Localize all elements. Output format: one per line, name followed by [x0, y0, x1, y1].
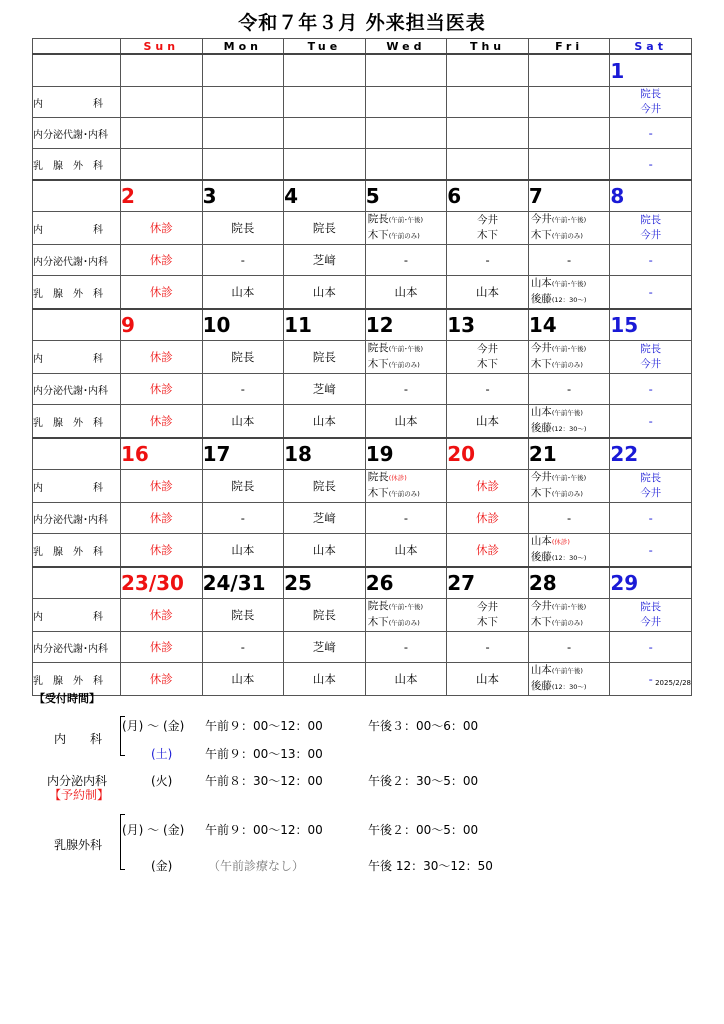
doctor-cell: 休診 [121, 470, 203, 503]
doctor-cell: 院長 [202, 470, 284, 503]
doctor-cell: - [610, 405, 692, 439]
hours-dept-label: 内 科 [54, 732, 103, 746]
dept-row-naibunpi [33, 245, 692, 276]
hours-am: 午前９：00～12：00 [205, 719, 323, 733]
doctor-cell: 休診 [121, 632, 203, 663]
doctor-cell: 院長 [202, 212, 284, 245]
hours-title: 【受付時間】 [34, 692, 100, 705]
date-cell: 7 [528, 180, 610, 212]
doctor-cell: 院長 [284, 341, 366, 374]
hours-pm: 午後 12：30～12：50 [368, 859, 493, 873]
date-cell: 5 [365, 180, 447, 212]
reservation-note: 【予約制】 [49, 788, 110, 802]
weekday-wed: Wed [365, 39, 447, 55]
doctor-cell: 山本(午前午後) 後藤(12：30～) [528, 405, 610, 439]
date-cell: 12 [365, 309, 447, 341]
doctor-cell: 院長 今井 [610, 212, 692, 245]
doctor-cell: 院長 今井 [610, 87, 692, 118]
dept-label: 内分泌代謝･内科 [33, 374, 121, 405]
doctor-cell: 院長 [284, 599, 366, 632]
dept-label: 乳 腺 外 科 [33, 276, 121, 310]
issue-date: 2025/2/28 [655, 679, 691, 687]
doctor-cell: 院長 今井 [610, 341, 692, 374]
dept-label: 乳 腺 外 科 [33, 149, 121, 181]
doctor-cell: - [365, 503, 447, 534]
doctor-cell: 休診 [121, 534, 203, 568]
doctor-cell: - [610, 534, 692, 568]
date-cell: 25 [284, 567, 366, 599]
date-cell: 17 [202, 438, 284, 470]
doctor-cell: - [610, 149, 692, 181]
weekday-sun: Sun [121, 39, 203, 55]
hours-days: (月) ～ (金) [122, 719, 185, 733]
dept-label: 内分泌代謝･内科 [33, 118, 121, 149]
doctor-cell: - [610, 118, 692, 149]
doctor-cell: - [365, 632, 447, 663]
doctor-cell: - [447, 245, 529, 276]
doctor-cell: 今井 木下 [447, 212, 529, 245]
weekday-mon: Mon [202, 39, 284, 55]
date-cell: 19 [365, 438, 447, 470]
doctor-cell: 今井(午前･午後) 木下(午前のみ) [528, 212, 610, 245]
schedule-table [32, 38, 692, 696]
dept-label: 内 科 [33, 470, 121, 503]
dept-row-naika [33, 341, 692, 374]
page-title: 令和７年３月 外来担当医表 [238, 12, 486, 34]
doctor-cell: 山本 [365, 405, 447, 439]
doctor-cell: 今井 木下 [447, 599, 529, 632]
dept-row-nyusen [33, 276, 692, 310]
hours-am: 午前８：30～12：00 [205, 774, 323, 788]
dept-row-naika [33, 212, 692, 245]
doctor-cell: - [610, 374, 692, 405]
doctor-cell: 山本 [365, 663, 447, 696]
date-cell: 27 [447, 567, 529, 599]
hours-am: （午前診療なし） [208, 859, 305, 873]
date-cell: 16 [121, 438, 203, 470]
dept-row-naibunpi [33, 503, 692, 534]
date-cell: 4 [284, 180, 366, 212]
date-cell: 6 [447, 180, 529, 212]
doctor-cell: - [202, 503, 284, 534]
corner-cell [33, 39, 121, 55]
doctor-cell: - [447, 374, 529, 405]
weekday-tue: Tue [284, 39, 366, 55]
dept-label: 乳 腺 外 科 [33, 405, 121, 439]
doctor-cell: 今井(午前･午後) 木下(午前のみ) [528, 341, 610, 374]
weekday-thu: Thu [447, 39, 529, 55]
doctor-cell: - [610, 503, 692, 534]
dept-row-nyusen [33, 663, 692, 696]
doctor-cell: 芝﨑 [284, 245, 366, 276]
dept-label: 内 科 [33, 212, 121, 245]
date-cell: 11 [284, 309, 366, 341]
doctor-cell: 山本(午前･午後) 後藤(12：30～) [528, 276, 610, 310]
doctor-cell: 今井(午前･午後) 木下(午前のみ) [528, 470, 610, 503]
doctor-cell: 院長 今井 [610, 599, 692, 632]
date-cell: 18 [284, 438, 366, 470]
doctor-cell: - [202, 632, 284, 663]
date-cell: 21 [528, 438, 610, 470]
doctor-cell: - [528, 632, 610, 663]
bracket [120, 814, 121, 870]
doctor-cell: 院長(午前･午後) 木下(午前のみ) [365, 212, 447, 245]
doctor-cell: - [610, 663, 692, 696]
hours-days: (火) [151, 774, 173, 788]
doctor-cell: 休診 [121, 341, 203, 374]
hours-days: (土) [151, 747, 173, 761]
dept-label: 内 科 [33, 341, 121, 374]
hours-am: 午前９：00～13：00 [205, 747, 323, 761]
doctor-cell: - [365, 374, 447, 405]
doctor-cell: 院長 [284, 470, 366, 503]
date-cell: 14 [528, 309, 610, 341]
doctor-cell: 山本 [447, 276, 529, 310]
date-cell: 24/31 [202, 567, 284, 599]
doctor-cell: 休診 [121, 503, 203, 534]
dept-label: 内 科 [33, 599, 121, 632]
bracket [120, 716, 121, 756]
doctor-cell: 山本(午前午後) 後藤(12：30～) [528, 663, 610, 696]
doctor-cell: 休診 [447, 503, 529, 534]
date-row [33, 54, 692, 87]
dept-row-naibunpi [33, 118, 692, 149]
date-cell: 13 [447, 309, 529, 341]
doctor-cell: 山本 [284, 276, 366, 310]
weekday-fri: Fri [528, 39, 610, 55]
doctor-cell: 院長 [284, 212, 366, 245]
doctor-cell: 山本 [284, 405, 366, 439]
doctor-cell: 芝﨑 [284, 632, 366, 663]
date-cell: 9 [121, 309, 203, 341]
doctor-cell: - [610, 276, 692, 310]
hours-dept-label: 乳腺外科 [54, 838, 103, 852]
doctor-cell: 山本 [284, 534, 366, 568]
date-cell: 20 [447, 438, 529, 470]
doctor-cell: 院長(休診) 木下(午前のみ) [365, 470, 447, 503]
hours-am: 午前９：00～12：00 [205, 823, 323, 837]
doctor-cell: - [610, 632, 692, 663]
date-cell: 23/30 [121, 567, 203, 599]
dept-label: 乳 腺 外 科 [33, 663, 121, 696]
date-cell: 1 [610, 54, 692, 87]
date-cell: 15 [610, 309, 692, 341]
doctor-cell: - [528, 374, 610, 405]
doctor-cell: 山本 [202, 663, 284, 696]
doctor-cell: 山本 [202, 534, 284, 568]
weekday-sat: Sat [610, 39, 692, 55]
dept-row-naika [33, 599, 692, 632]
dept-row-nyusen [33, 534, 692, 568]
doctor-cell: 山本 [284, 663, 366, 696]
hours-days: (月) ～ (金) [122, 823, 185, 837]
doctor-cell: 休診 [121, 599, 203, 632]
doctor-cell: 休診 [121, 663, 203, 696]
doctor-cell: 院長 [202, 599, 284, 632]
doctor-cell: - [528, 245, 610, 276]
date-row [33, 180, 692, 212]
date-cell: 26 [365, 567, 447, 599]
hours-pm: 午後２：30～5：00 [368, 774, 479, 788]
doctor-cell: 今井 木下 [447, 341, 529, 374]
doctor-cell: - [202, 245, 284, 276]
doctor-cell: 芝﨑 [284, 374, 366, 405]
doctor-cell: 院長(午前･午後) 木下(午前のみ) [365, 599, 447, 632]
doctor-cell: - [610, 245, 692, 276]
date-cell: 29 [610, 567, 692, 599]
doctor-cell: 山本 [447, 405, 529, 439]
doctor-cell: - [447, 632, 529, 663]
hours-days: (金) [151, 859, 173, 873]
dept-label: 内分泌代謝･内科 [33, 632, 121, 663]
date-cell: 22 [610, 438, 692, 470]
doctor-cell: 山本 [365, 276, 447, 310]
date-row [33, 309, 692, 341]
doctor-cell: - [202, 374, 284, 405]
dept-label: 乳 腺 外 科 [33, 534, 121, 568]
date-cell: 2 [121, 180, 203, 212]
doctor-cell: 休診 [121, 276, 203, 310]
doctor-cell: - [528, 503, 610, 534]
dept-label: 内分泌代謝･内科 [33, 245, 121, 276]
doctor-cell: 院長 今井 [610, 470, 692, 503]
doctor-cell: 芝﨑 [284, 503, 366, 534]
doctor-cell: 院長 [202, 341, 284, 374]
doctor-cell: 院長(午前･午後) 木下(午前のみ) [365, 341, 447, 374]
doctor-cell: 山本 [202, 405, 284, 439]
doctor-cell: 休診 [447, 534, 529, 568]
dept-row-nyusen [33, 405, 692, 439]
dept-row-naibunpi [33, 632, 692, 663]
dept-label: 内分泌代謝･内科 [33, 503, 121, 534]
date-row [33, 567, 692, 599]
doctor-cell: 山本 [202, 276, 284, 310]
hours-pm: 午後３：00～6：00 [368, 719, 479, 733]
hours-dept-label: 内分泌内科 [47, 774, 108, 788]
dept-row-naibunpi [33, 374, 692, 405]
doctor-cell: 山本 [365, 534, 447, 568]
hours-pm: 午後２：00～5：00 [368, 823, 479, 837]
doctor-cell: 今井(午前･午後) 木下(午前のみ) [528, 599, 610, 632]
doctor-cell: 休診 [447, 470, 529, 503]
doctor-cell: 休診 [121, 374, 203, 405]
dept-row-naika [33, 470, 692, 503]
date-cell: 10 [202, 309, 284, 341]
dept-row-naika [33, 87, 692, 118]
doctor-cell: 山本 [447, 663, 529, 696]
dept-label: 内 科 [33, 87, 121, 118]
dept-row-nyusen [33, 149, 692, 181]
doctor-cell: 休診 [121, 245, 203, 276]
date-cell: 8 [610, 180, 692, 212]
date-row [33, 438, 692, 470]
date-cell: 28 [528, 567, 610, 599]
doctor-cell: 休診 [121, 405, 203, 439]
weekday-header-row [33, 39, 692, 55]
date-cell: 3 [202, 180, 284, 212]
doctor-cell: 休診 [121, 212, 203, 245]
doctor-cell: - [365, 245, 447, 276]
doctor-cell: 山本(休診) 後藤(12：30～) [528, 534, 610, 568]
